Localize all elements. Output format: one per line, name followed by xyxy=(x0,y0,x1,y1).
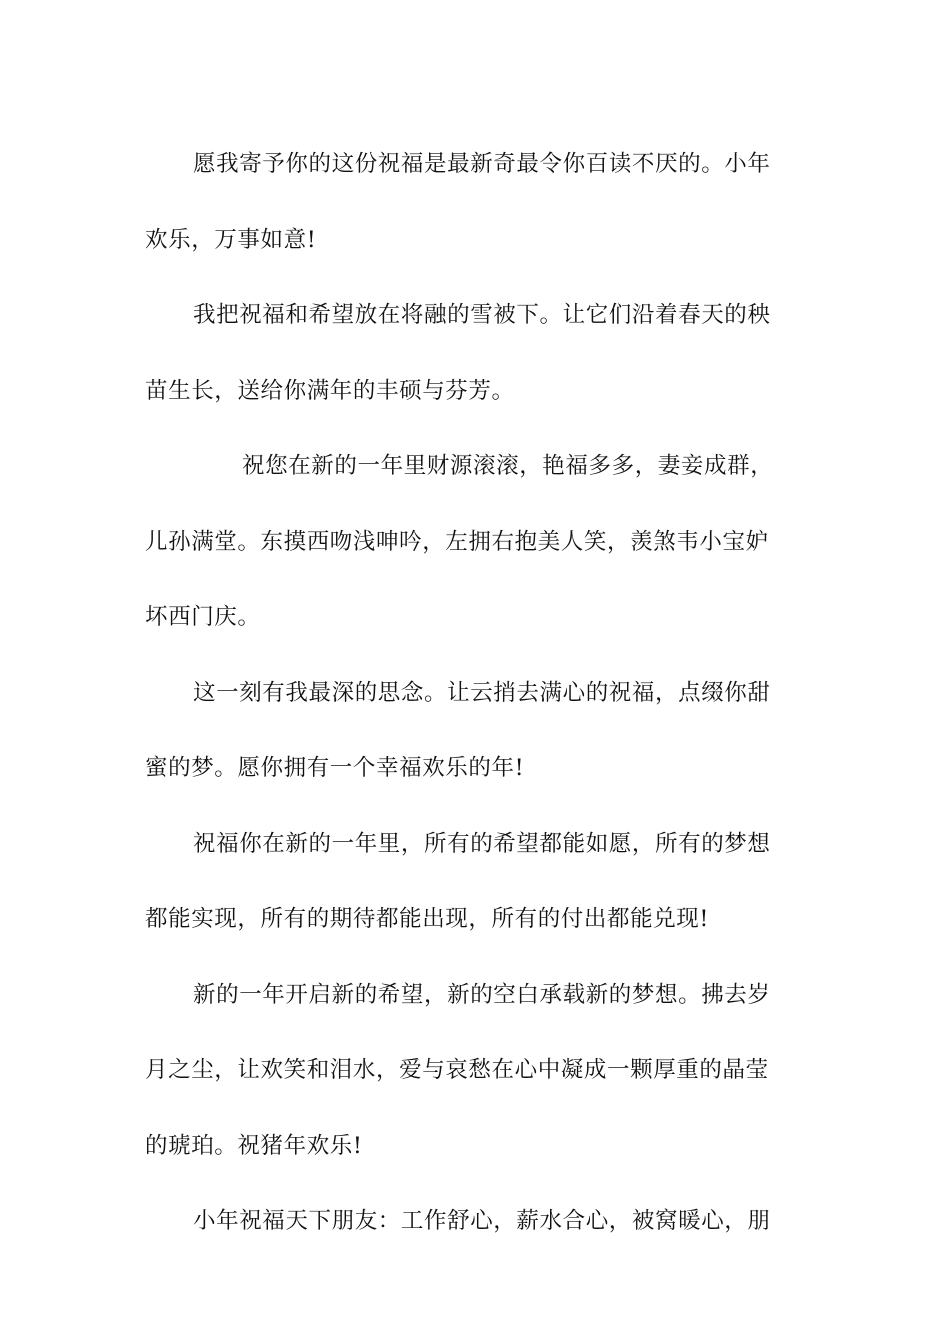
paragraph-line: 月之尘，让欢笑和泪水，爱与哀愁在心中凝成一颗厚重的晶莹 xyxy=(145,1057,769,1083)
paragraph-line: 儿孙满堂。东摸西吻浅呻吟，左拥右抱美人笑，羡煞韦小宝妒 xyxy=(145,528,769,555)
paragraph-line: 蜜的梦。愿你拥有一个幸福欢乐的年! xyxy=(145,755,525,781)
paragraph-line: 愿我寄予你的这份祝福是最新奇最令你百读不厌的。小年 xyxy=(193,151,771,177)
paragraph-line: 祝福你在新的一年里，所有的希望都能如愿，所有的梦想 xyxy=(193,830,771,857)
paragraph-7 xyxy=(145,1184,807,1260)
paragraph-line: 的琥珀。祝猪年欢乐! xyxy=(145,1132,363,1159)
paragraph-1 xyxy=(145,127,807,278)
paragraph-line: 这一刻有我最深的思念。让云捎去满心的祝福，点缀你甜 xyxy=(193,679,771,706)
paragraph-2 xyxy=(145,278,807,429)
paragraph-6 xyxy=(145,958,807,1185)
paragraph-line: 我把祝福和希望放在将融的雪被下。让它们沿着春天的秧 xyxy=(193,302,771,328)
paragraph-5 xyxy=(145,807,807,958)
paragraph-line: 坏西门庆。 xyxy=(145,604,261,630)
paragraph-3 xyxy=(145,429,807,656)
document-body xyxy=(145,127,807,1260)
paragraph-line: 苗生长，送给你满年的丰硕与芬芳。 xyxy=(145,377,515,404)
paragraph-line: 小年祝福天下朋友：工作舒心，薪水合心，被窝暖心，朋 xyxy=(193,1208,771,1234)
paragraph-line: 欢乐，万事如意! xyxy=(145,226,317,253)
paragraph-4 xyxy=(145,656,807,807)
paragraph-line: 都能实现，所有的期待都能出现，所有的付出都能兑现! xyxy=(145,906,710,932)
paragraph-line: 祝您在新的一年里财源滚滚，艳福多多，妻妾成群， xyxy=(242,453,774,479)
paragraph-line: 新的一年开启新的希望，新的空白承载新的梦想。拂去岁 xyxy=(193,981,771,1008)
